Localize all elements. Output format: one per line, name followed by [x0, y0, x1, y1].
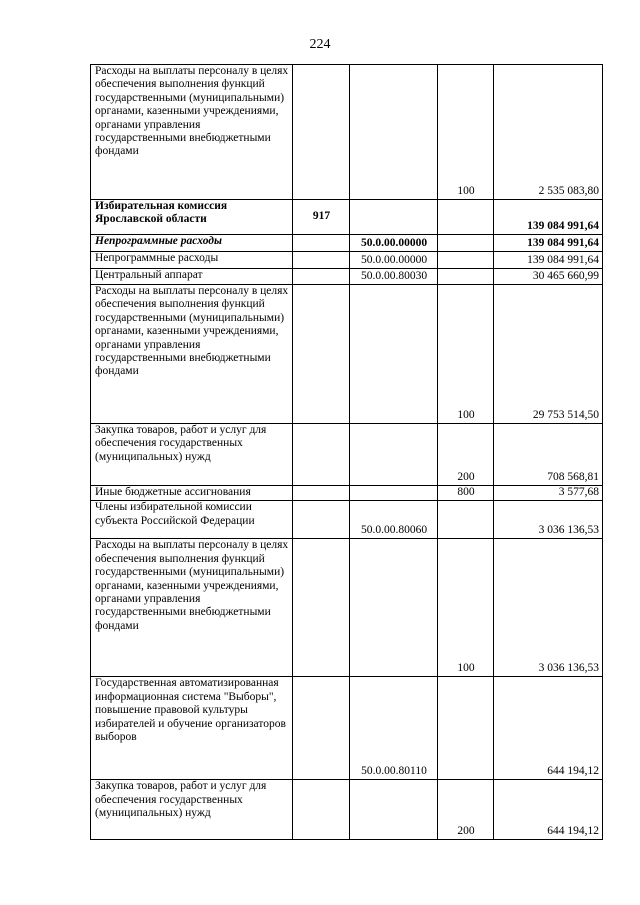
- row-name: Непрограммные расходы: [91, 235, 293, 252]
- row-amount: 139 084 991,64: [494, 252, 603, 269]
- row-code: 917: [293, 200, 350, 235]
- row-target: [350, 539, 438, 677]
- row-target: 50.0.00.80060: [350, 501, 438, 539]
- row-target: [350, 486, 438, 501]
- table-row: [91, 780, 603, 840]
- row-amount: 139 084 991,64: [494, 200, 603, 235]
- row-amount: 29 753 514,50: [494, 285, 603, 424]
- table-row: [91, 252, 603, 269]
- row-kind: [438, 200, 494, 235]
- row-target: 50.0.00.00000: [350, 252, 438, 269]
- row-target: [350, 424, 438, 486]
- table-row: [91, 285, 603, 424]
- row-code: [293, 65, 350, 200]
- row-target: 50.0.00.80110: [350, 677, 438, 780]
- row-target: [350, 780, 438, 840]
- row-target: [350, 65, 438, 200]
- row-code: [293, 539, 350, 677]
- row-code: [293, 269, 350, 285]
- table-row: [91, 269, 603, 285]
- budget-table: [90, 64, 603, 840]
- row-kind: [438, 252, 494, 269]
- page-number: 224: [309, 37, 331, 52]
- row-name: Закупка товаров, работ и услуг для обеспечения государственных (муниципальных) нужд: [91, 780, 293, 840]
- row-name: Государственная автоматизированная информационная система "Выборы", повышение правовой культуры избирателей и обучение организаторов выборов: [91, 677, 293, 780]
- row-code: [293, 235, 350, 252]
- row-kind: 100: [438, 65, 494, 200]
- table-row: [91, 677, 603, 780]
- row-name: Непрограммные расходы: [91, 252, 293, 269]
- table-row: [91, 235, 603, 252]
- row-amount: 139 084 991,64: [494, 235, 603, 252]
- row-amount: 3 577,68: [494, 486, 603, 501]
- table-row: [91, 501, 603, 539]
- row-kind: 800: [438, 486, 494, 501]
- row-code: [293, 424, 350, 486]
- row-target: 50.0.00.00000: [350, 235, 438, 252]
- table-row: [91, 424, 603, 486]
- row-code: [293, 677, 350, 780]
- row-name: Расходы на выплаты персоналу в целях обеспечения выполнения функций государственными (муниципальными) органами, казенными учреждениями, органами управления государственными внебюджетными фондами: [91, 65, 293, 200]
- row-name: Расходы на выплаты персоналу в целях обеспечения выполнения функций государственными (муниципальными) органами, казенными учреждениями, органами управления государственными внебюджетными фондами: [91, 539, 293, 677]
- row-kind: [438, 501, 494, 539]
- row-code: [293, 486, 350, 501]
- row-target: 50.0.00.80030: [350, 269, 438, 285]
- row-target: [350, 285, 438, 424]
- row-code: [293, 501, 350, 539]
- row-amount: 3 036 136,53: [494, 501, 603, 539]
- row-name: Иные бюджетные ассигнования: [91, 486, 293, 501]
- row-code: [293, 285, 350, 424]
- table-row: [91, 486, 603, 501]
- row-name: Избирательная комиссия Ярославской области: [91, 200, 293, 235]
- row-kind: 100: [438, 285, 494, 424]
- row-name: Центральный аппарат: [91, 269, 293, 285]
- row-name: Расходы на выплаты персоналу в целях обеспечения выполнения функций государственными (муниципальными) органами, казенными учреждениями, органами управления государственными внебюджетными фондами: [91, 285, 293, 424]
- row-kind: [438, 677, 494, 780]
- table-row: [91, 200, 603, 235]
- row-kind: [438, 269, 494, 285]
- row-kind: 200: [438, 780, 494, 840]
- row-kind: 100: [438, 539, 494, 677]
- row-amount: 30 465 660,99: [494, 269, 603, 285]
- table-row: [91, 539, 603, 677]
- row-kind: 200: [438, 424, 494, 486]
- row-target: [350, 200, 438, 235]
- row-code: [293, 780, 350, 840]
- table-row: [91, 65, 603, 200]
- row-name: Члены избирательной комиссии субъекта Российской Федерации: [91, 501, 293, 539]
- row-code: [293, 252, 350, 269]
- row-amount: 2 535 083,80: [494, 65, 603, 200]
- row-name: Закупка товаров, работ и услуг для обеспечения государственных (муниципальных) нужд: [91, 424, 293, 486]
- row-amount: 3 036 136,53: [494, 539, 603, 677]
- row-kind: [438, 235, 494, 252]
- row-amount: 644 194,12: [494, 780, 603, 840]
- row-amount: 708 568,81: [494, 424, 603, 486]
- row-amount: 644 194,12: [494, 677, 603, 780]
